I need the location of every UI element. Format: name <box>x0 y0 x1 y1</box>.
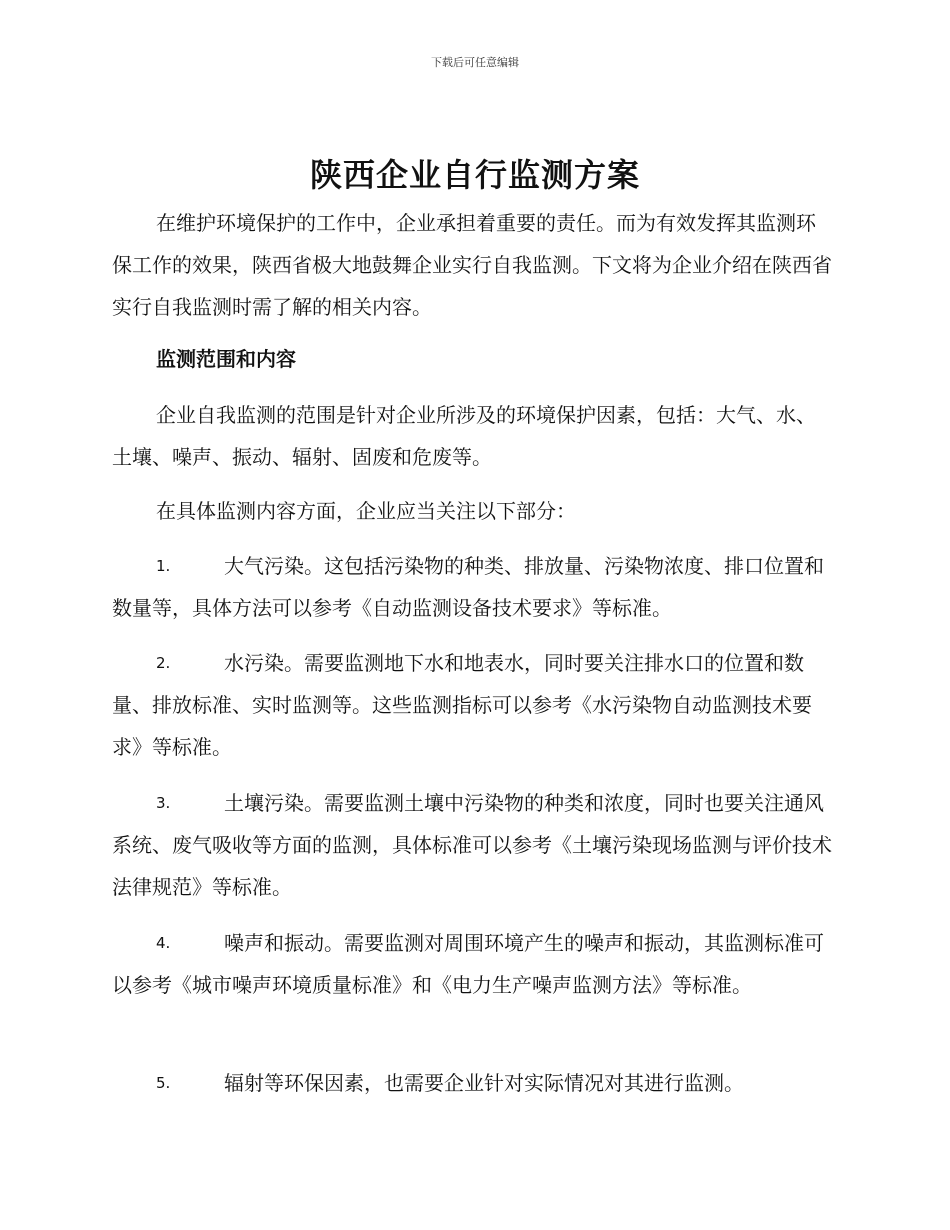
section-heading: 监测范围和内容 <box>156 347 296 371</box>
list-item-number: 1. <box>156 557 171 575</box>
page-header-note: 下载后可任意编辑 <box>431 56 519 69</box>
list-item <box>112 922 834 1006</box>
list-item-text: 噪声和振动。需要监测对周围环境产生的噪声和振动，其监测标准可以参考《城市噪声环境质量标准》和《电力生产噪声监测方法》等标准。 <box>112 931 824 997</box>
list-item-text: 大气污染。这包括污染物的种类、排放量、污染物浓度、排口位置和数量等，具体方法可以参考《自动监测设备技术要求》等标准。 <box>112 554 824 620</box>
list-item <box>112 545 834 629</box>
list-item-number: 4. <box>156 934 171 952</box>
list-item <box>112 1062 834 1104</box>
list-item-number: 2. <box>156 654 171 672</box>
list-item-number: 3. <box>156 794 171 812</box>
list-item-text: 土壤污染。需要监测土壤中污染物的种类和浓度，同时也要关注通风系统、废气吸收等方面的监测，具体标准可以参考《土壤污染现场监测与评价技术法律规范》等标准。 <box>112 791 832 899</box>
list-item-number: 5. <box>156 1074 171 1092</box>
list-item <box>112 642 834 768</box>
list-item-text: 辐射等环保因素，也需要企业针对实际情况对其进行监测。 <box>224 1071 744 1095</box>
scope-paragraph: 企业自我监测的范围是针对企业所涉及的环境保护因素，包括：大气、水、土壤、噪声、振动、辐射、固废和危废等。 <box>112 403 816 469</box>
document-title: 陕西企业自行监测方案 <box>309 156 640 194</box>
content-intro-paragraph: 在具体监测内容方面，企业应当关注以下部分： <box>156 499 576 523</box>
intro-paragraph: 在维护环境保护的工作中，企业承担着重要的责任。而为有效发挥其监测环保工作的效果，陕西省极大地鼓舞企业实行自我监测。下文将为企业介绍在陕西省实行自我监测时需了解的相关内容。 <box>112 211 832 319</box>
list-item <box>112 782 834 908</box>
list-item-text: 水污染。需要监测地下水和地表水，同时要关注排水口的位置和数量、排放标准、实时监测等。这些监测指标可以参考《水污染物自动监测技术要求》等标准。 <box>112 651 812 759</box>
